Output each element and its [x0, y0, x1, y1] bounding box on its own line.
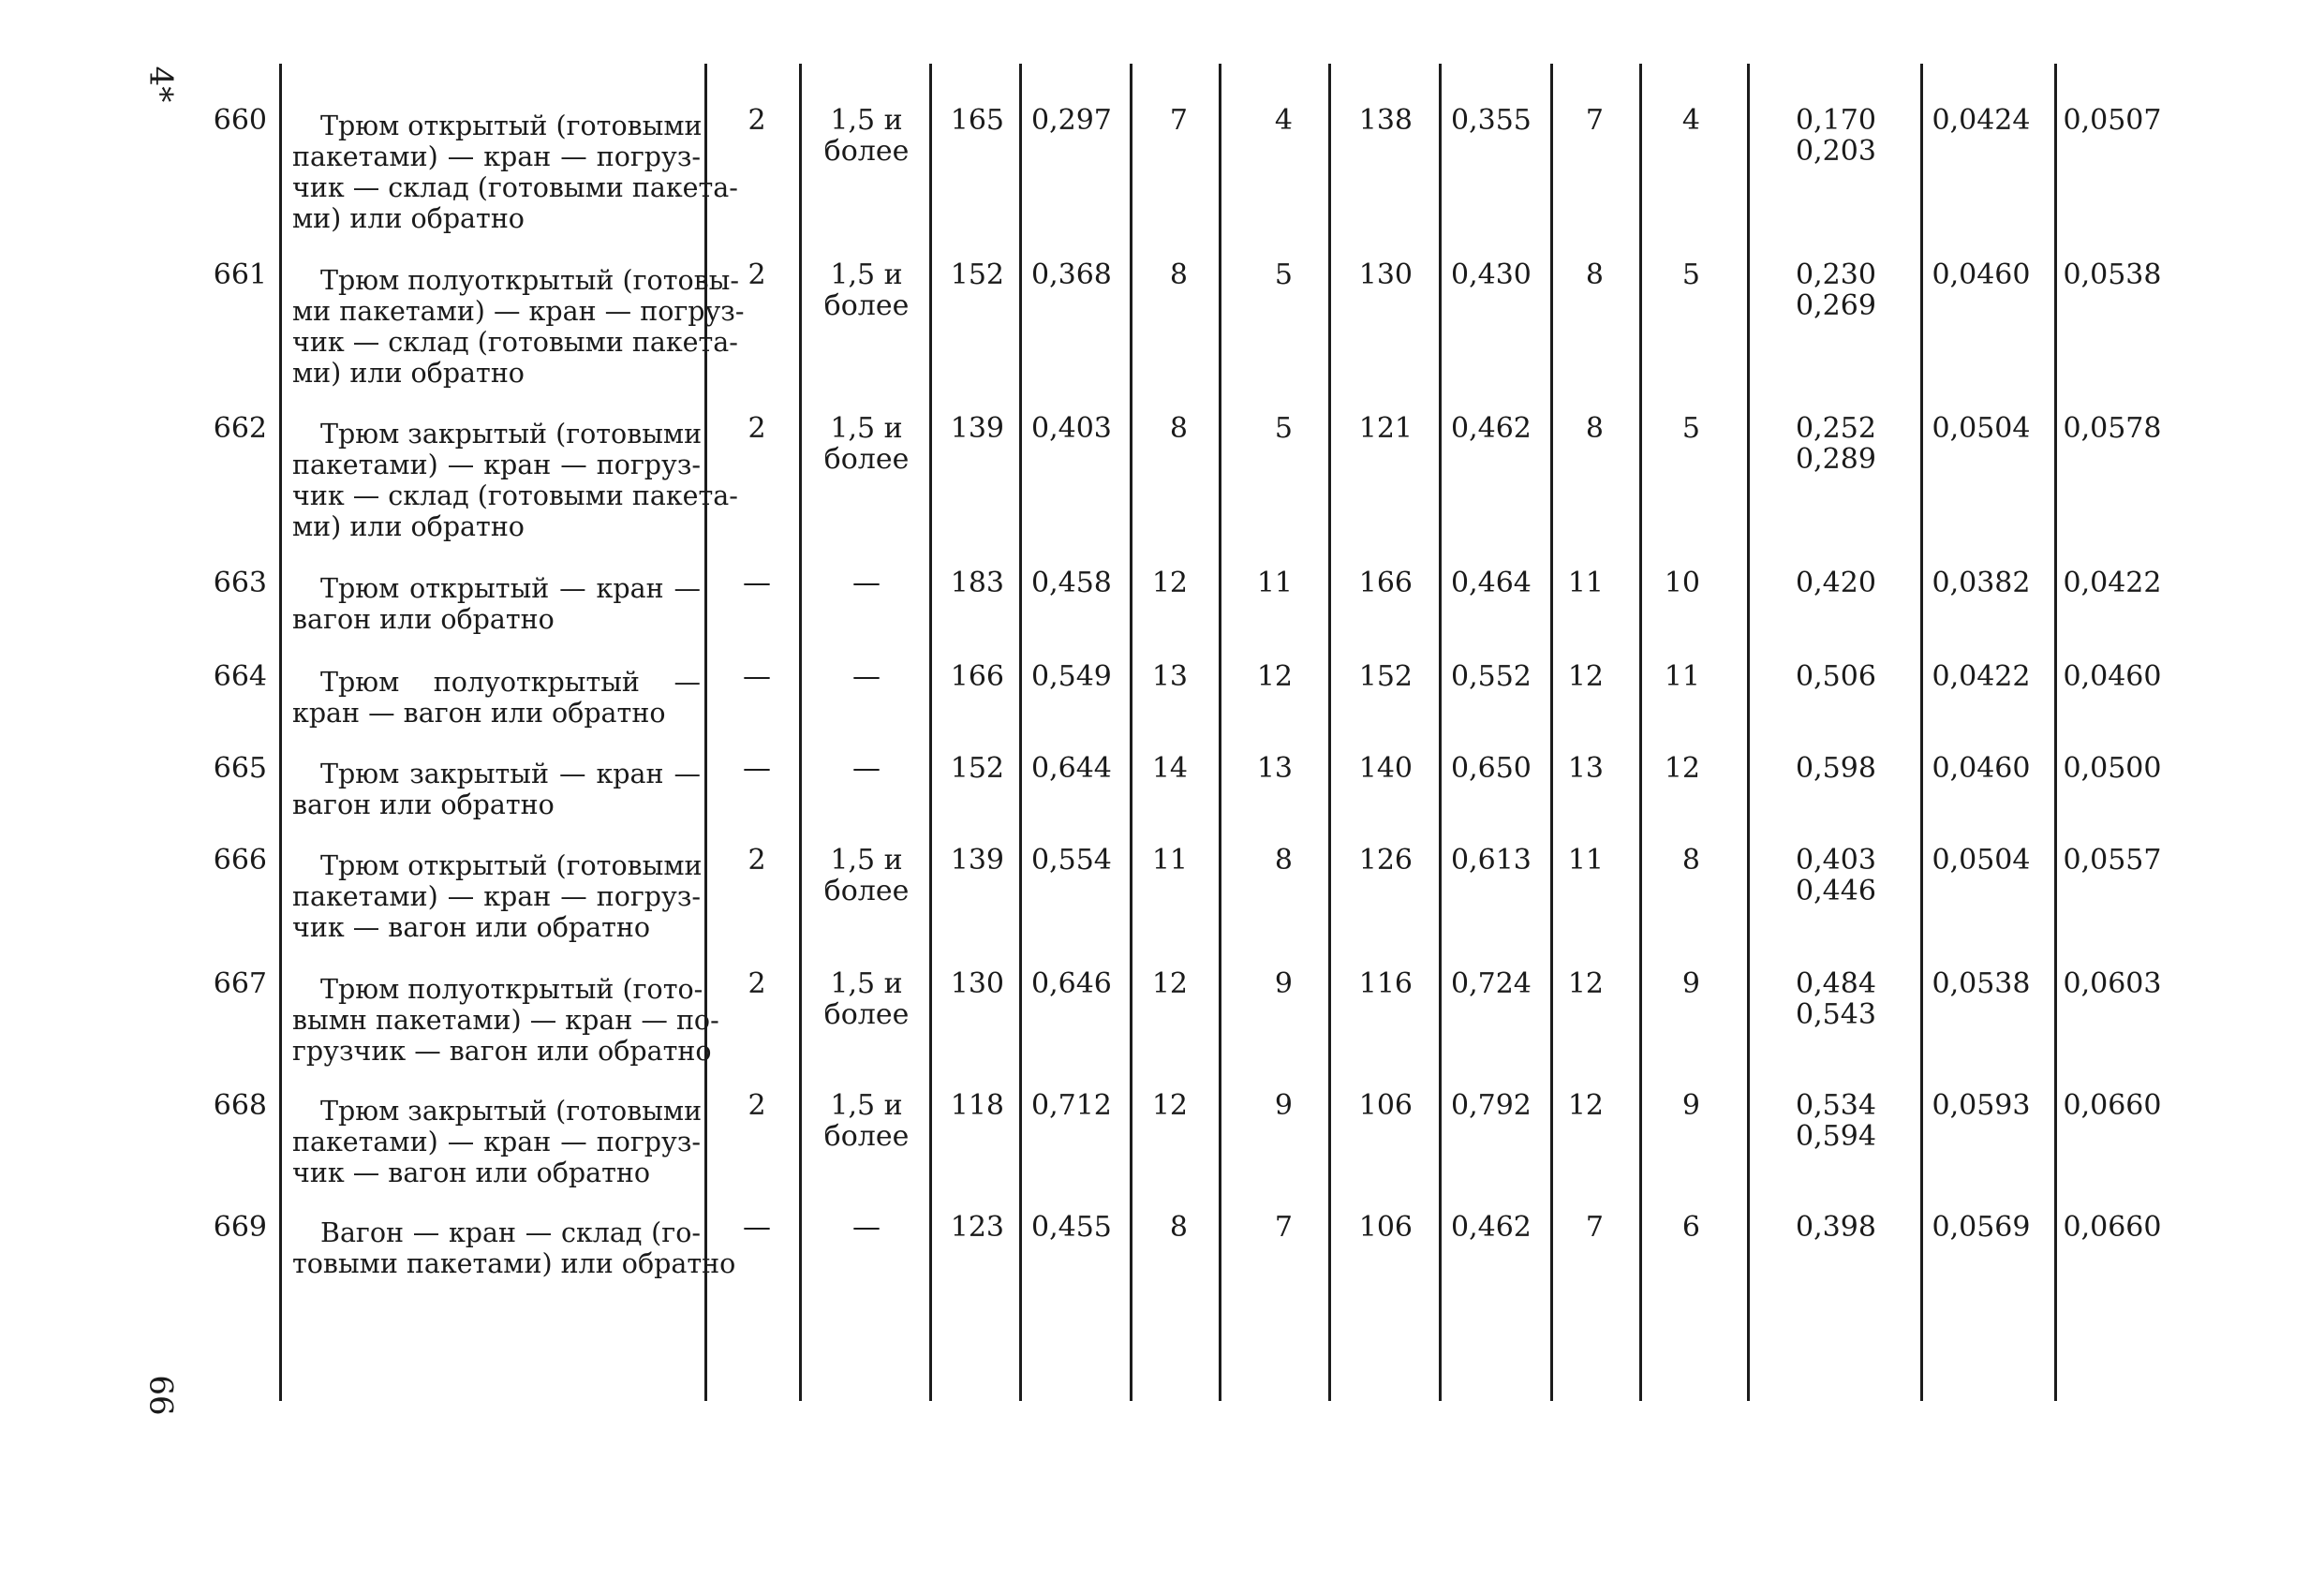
- column-rule: [1328, 64, 1331, 1401]
- cell-col-8: 0,355: [1451, 104, 1532, 137]
- cell-col-13: 0,0460: [2063, 660, 2162, 693]
- cell-col-11-line1: 0,230: [1796, 258, 1876, 291]
- cell-col-4: 0,549: [1031, 660, 1112, 693]
- cell-col-4: 0,644: [1031, 752, 1112, 785]
- cell-col-3: 123: [950, 1211, 1004, 1244]
- description-line: пакетами) — кран — погруз-: [292, 1127, 701, 1157]
- description-line: кран — вагон или обратно: [292, 698, 666, 729]
- description-line: Трюм открытый (готовыми: [320, 850, 703, 881]
- cell-col-7: 126: [1358, 844, 1413, 877]
- cell-col-5: 14: [1151, 752, 1188, 785]
- cell-col-7: 121: [1358, 412, 1413, 445]
- page-number: 66: [141, 1375, 180, 1416]
- cell-col-12: 0,0504: [1932, 412, 2031, 445]
- cell-col-10: 12: [1664, 752, 1700, 785]
- cell-col-5: 12: [1151, 567, 1188, 599]
- cell-col-13: 0,0557: [2063, 844, 2162, 877]
- cell-col-8: 0,724: [1451, 967, 1532, 1000]
- cell-col-13: 0,0603: [2063, 967, 2162, 1000]
- operation-description: [292, 850, 701, 943]
- cell-col-8: 0,462: [1451, 412, 1532, 445]
- cell-col-13: 0,0578: [2063, 412, 2162, 445]
- cell-col-6: 9: [1274, 1089, 1293, 1122]
- operation-description: [292, 111, 738, 234]
- cell-col-10: 9: [1681, 1089, 1700, 1122]
- description-line: вымн пакетами) — кран — по-: [292, 1005, 719, 1036]
- cell-col-7: 138: [1358, 104, 1413, 137]
- description-line: пакетами) — кран — погруз-: [292, 881, 701, 912]
- operation-description: [292, 667, 701, 729]
- cell-col-13: 0,0538: [2063, 258, 2162, 291]
- cell-col-10: 8: [1681, 844, 1700, 877]
- cell-col-11-line1: 0,598: [1796, 752, 1876, 785]
- cell-col-1: 2: [748, 1089, 766, 1122]
- column-rule: [1439, 64, 1442, 1401]
- cell-col-12: 0,0538: [1932, 967, 2031, 1000]
- cell-col-3: 152: [950, 258, 1004, 291]
- cell-col-9: 13: [1567, 752, 1604, 785]
- cell-col-1: 2: [748, 967, 766, 1000]
- cell-col-8: 0,792: [1451, 1089, 1532, 1122]
- cell-col-11-line1: 0,398: [1796, 1211, 1876, 1244]
- cell-col-8: 0,464: [1451, 567, 1532, 599]
- description-line: чик — склад (готовыми пакета-: [292, 172, 738, 203]
- row-number: 660: [213, 104, 267, 137]
- cell-col-12: 0,0460: [1932, 752, 2031, 785]
- description-line: вагон или обратно: [292, 604, 555, 635]
- cell-col-2-line2: более: [823, 135, 910, 168]
- description-line: Вагон — кран — склад (го-: [320, 1217, 701, 1248]
- cell-col-4: 0,646: [1031, 967, 1112, 1000]
- column-rule: [1550, 64, 1553, 1401]
- cell-col-7: 130: [1358, 258, 1413, 291]
- cell-col-11-line2: 0,543: [1796, 998, 1876, 1031]
- cell-col-11-line1: 0,506: [1796, 660, 1876, 693]
- operation-description: [292, 573, 701, 635]
- cell-col-2-line1: 1,5 и: [830, 104, 903, 137]
- cell-col-13: 0,0660: [2063, 1211, 2162, 1244]
- cell-col-5: 13: [1151, 660, 1188, 693]
- cell-col-1: —: [743, 660, 771, 693]
- description-line: ми) или обратно: [292, 358, 525, 389]
- cell-col-12: 0,0382: [1932, 567, 2031, 599]
- cell-col-9: 8: [1585, 412, 1604, 445]
- cell-col-2-line1: —: [852, 752, 881, 785]
- cell-col-6: 8: [1274, 844, 1293, 877]
- description-line: чик — склад (готовыми пакета-: [292, 327, 738, 358]
- cell-col-11-line1: 0,534: [1796, 1089, 1876, 1122]
- description-line: Трюм закрытый (готовыми: [320, 1096, 703, 1127]
- cell-col-5: 12: [1151, 967, 1188, 1000]
- cell-col-3: 139: [950, 412, 1004, 445]
- operation-description: [292, 974, 719, 1067]
- cell-col-11-line1: 0,403: [1796, 844, 1876, 877]
- cell-col-3: 166: [950, 660, 1004, 693]
- cell-col-4: 0,458: [1031, 567, 1112, 599]
- cell-col-2-line1: 1,5 и: [830, 844, 903, 877]
- cell-col-6: 11: [1256, 567, 1293, 599]
- description-line: Трюм закрытый (готовыми: [320, 419, 703, 450]
- column-rule: [1219, 64, 1221, 1401]
- cell-col-1: —: [743, 567, 771, 599]
- description-line: вагон или обратно: [292, 789, 555, 820]
- cell-col-9: 12: [1567, 967, 1604, 1000]
- cell-col-10: 10: [1664, 567, 1700, 599]
- cell-col-2-line2: более: [823, 289, 910, 322]
- cell-col-5: 8: [1169, 1211, 1188, 1244]
- description-line: чик — склад (готовыми пакета-: [292, 480, 738, 511]
- cell-col-8: 0,613: [1451, 844, 1532, 877]
- row-number: 666: [213, 844, 267, 877]
- cell-col-5: 8: [1169, 258, 1188, 291]
- cell-col-8: 0,430: [1451, 258, 1532, 291]
- cell-col-7: 106: [1358, 1211, 1413, 1244]
- description-line: ми) или обратно: [292, 203, 525, 234]
- cell-col-12: 0,0593: [1932, 1089, 2031, 1122]
- description-line: ми пакетами) — кран — погруз-: [292, 296, 745, 327]
- margin-mark-top: 4*: [141, 66, 180, 103]
- description-line: Трюм полуоткрытый —: [320, 667, 701, 698]
- description-line: чик — вагон или обратно: [292, 1157, 651, 1188]
- cell-col-11-line2: 0,289: [1796, 443, 1876, 476]
- cell-col-3: 139: [950, 844, 1004, 877]
- cell-col-9: 8: [1585, 258, 1604, 291]
- cell-col-10: 5: [1681, 258, 1700, 291]
- cell-col-4: 0,455: [1031, 1211, 1112, 1244]
- row-number: 667: [213, 967, 267, 1000]
- cell-col-2-line2: более: [823, 875, 910, 907]
- cell-col-9: 7: [1585, 1211, 1604, 1244]
- cell-col-8: 0,650: [1451, 752, 1532, 785]
- cell-col-3: 118: [950, 1089, 1004, 1122]
- cell-col-2-line1: 1,5 и: [830, 412, 903, 445]
- cell-col-13: 0,0500: [2063, 752, 2162, 785]
- cell-col-13: 0,0422: [2063, 567, 2162, 599]
- description-line: Трюм закрытый — кран —: [320, 759, 701, 789]
- operation-description: [292, 265, 745, 389]
- cell-col-2-line1: —: [852, 567, 881, 599]
- cell-col-11-line2: 0,446: [1796, 875, 1876, 907]
- cell-col-5: 8: [1169, 412, 1188, 445]
- cell-col-4: 0,554: [1031, 844, 1112, 877]
- cell-col-11-line1: 0,252: [1796, 412, 1876, 445]
- cell-col-7: 140: [1358, 752, 1413, 785]
- cell-col-9: 7: [1585, 104, 1604, 137]
- cell-col-1: 2: [748, 258, 766, 291]
- cell-col-8: 0,552: [1451, 660, 1532, 693]
- cell-col-1: 2: [748, 844, 766, 877]
- description-line: пакетами) — кран — погруз-: [292, 141, 701, 172]
- cell-col-12: 0,0424: [1932, 104, 2031, 137]
- cell-col-6: 12: [1256, 660, 1293, 693]
- cell-col-3: 165: [950, 104, 1004, 137]
- cell-col-7: 116: [1358, 967, 1413, 1000]
- cell-col-7: 106: [1358, 1089, 1413, 1122]
- cell-col-8: 0,462: [1451, 1211, 1532, 1244]
- cell-col-4: 0,403: [1031, 412, 1112, 445]
- cell-col-9: 11: [1567, 844, 1604, 877]
- cell-col-10: 9: [1681, 967, 1700, 1000]
- cell-col-12: 0,0422: [1932, 660, 2031, 693]
- operation-description: [292, 1217, 736, 1279]
- description-line: товыми пакетами) или обратно: [292, 1248, 736, 1279]
- cell-col-2-line2: более: [823, 998, 910, 1031]
- row-number: 664: [213, 660, 267, 693]
- cell-col-2-line1: 1,5 и: [830, 1089, 903, 1122]
- operation-description: [292, 419, 738, 542]
- cell-col-11-line1: 0,170: [1796, 104, 1876, 137]
- cell-col-2-line1: —: [852, 1211, 881, 1244]
- description-line: Трюм открытый (готовыми: [320, 111, 703, 141]
- description-line: Трюм полуоткрытый (готовы-: [320, 265, 739, 296]
- cell-col-2-line1: 1,5 и: [830, 967, 903, 1000]
- cell-col-3: 183: [950, 567, 1004, 599]
- cell-col-11-line2: 0,269: [1796, 289, 1876, 322]
- cell-col-4: 0,712: [1031, 1089, 1112, 1122]
- cell-col-2-line1: —: [852, 660, 881, 693]
- cell-col-7: 152: [1358, 660, 1413, 693]
- operation-description: [292, 1096, 701, 1188]
- cell-col-6: 13: [1256, 752, 1293, 785]
- cell-col-5: 7: [1169, 104, 1188, 137]
- column-rule: [1019, 64, 1022, 1401]
- cell-col-11-line2: 0,594: [1796, 1120, 1876, 1153]
- cell-col-5: 11: [1151, 844, 1188, 877]
- row-number: 669: [213, 1211, 267, 1244]
- cell-col-10: 5: [1681, 412, 1700, 445]
- cell-col-2-line2: более: [823, 1120, 910, 1153]
- cell-col-6: 5: [1274, 412, 1293, 445]
- cell-col-1: —: [743, 1211, 771, 1244]
- row-number: 668: [213, 1089, 267, 1122]
- cell-col-2-line2: более: [823, 443, 910, 476]
- cell-col-6: 7: [1274, 1211, 1293, 1244]
- cell-col-4: 0,368: [1031, 258, 1112, 291]
- cell-col-4: 0,297: [1031, 104, 1112, 137]
- cell-col-13: 0,0660: [2063, 1089, 2162, 1122]
- description-line: пакетами) — кран — погруз-: [292, 450, 701, 480]
- description-line: Трюм полуоткрытый (гото-: [320, 974, 703, 1005]
- cell-col-11-line1: 0,484: [1796, 967, 1876, 1000]
- cell-col-5: 12: [1151, 1089, 1188, 1122]
- operation-description: [292, 759, 701, 820]
- cell-col-1: 2: [748, 104, 766, 137]
- row-number: 663: [213, 567, 267, 599]
- row-number: 665: [213, 752, 267, 785]
- row-number: 661: [213, 258, 267, 291]
- cell-col-7: 166: [1358, 567, 1413, 599]
- description-line: чик — вагон или обратно: [292, 912, 651, 943]
- cell-col-1: 2: [748, 412, 766, 445]
- column-rule: [279, 64, 282, 1401]
- cell-col-1: —: [743, 752, 771, 785]
- cell-col-10: 11: [1664, 660, 1700, 693]
- description-line: Трюм открытый — кран —: [320, 573, 701, 604]
- cell-col-9: 12: [1567, 1089, 1604, 1122]
- cell-col-3: 152: [950, 752, 1004, 785]
- cell-col-6: 4: [1274, 104, 1293, 137]
- row-number: 662: [213, 412, 267, 445]
- cell-col-12: 0,0569: [1932, 1211, 2031, 1244]
- description-line: грузчик — вагон или обратно: [292, 1036, 712, 1067]
- cell-col-11-line1: 0,420: [1796, 567, 1876, 599]
- cell-col-2-line1: 1,5 и: [830, 258, 903, 291]
- cell-col-3: 130: [950, 967, 1004, 1000]
- cell-col-9: 11: [1567, 567, 1604, 599]
- cell-col-13: 0,0507: [2063, 104, 2162, 137]
- cell-col-9: 12: [1567, 660, 1604, 693]
- column-rule: [1639, 64, 1642, 1401]
- cell-col-6: 9: [1274, 967, 1293, 1000]
- cell-col-10: 4: [1681, 104, 1700, 137]
- cell-col-10: 6: [1681, 1211, 1700, 1244]
- cell-col-12: 0,0460: [1932, 258, 2031, 291]
- cell-col-11-line2: 0,203: [1796, 135, 1876, 168]
- column-rule: [1130, 64, 1132, 1401]
- cell-col-12: 0,0504: [1932, 844, 2031, 877]
- description-line: ми) или обратно: [292, 511, 525, 542]
- cell-col-6: 5: [1274, 258, 1293, 291]
